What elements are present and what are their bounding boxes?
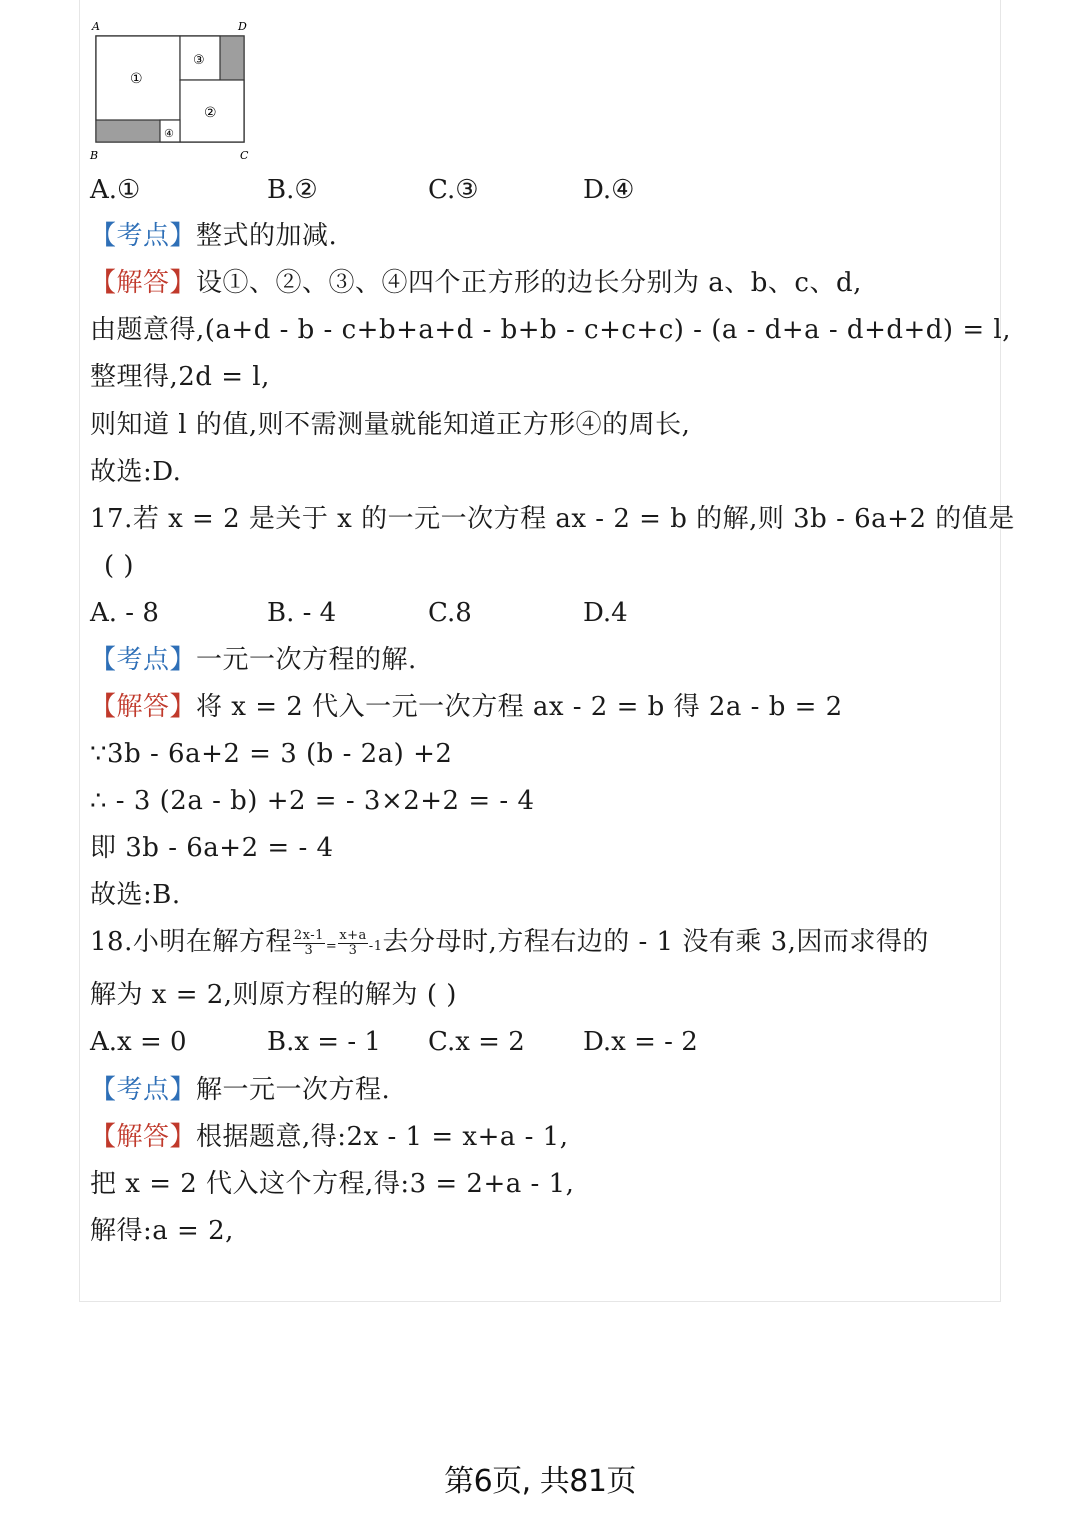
q16-option-c: C.③: [428, 175, 479, 205]
jieda-tag: 【解答】: [90, 268, 197, 298]
q17-kaodian: 【考点】一元一次方程的解.: [90, 645, 417, 675]
fraction-1: $\frac{2x-1}{3}$: [293, 927, 324, 958]
q16-option-a: A.①: [90, 175, 141, 205]
label-a: A: [92, 20, 100, 33]
q18-jieda: 【解答】根据题意,得:2x - 1 = x+a - 1,: [90, 1122, 569, 1152]
q17-option-d: D.4: [583, 598, 628, 628]
label-sq4: ④: [164, 127, 174, 140]
kaodian-tag: 【考点】: [90, 221, 197, 251]
q18-line-2: 把 x = 2 代入这个方程,得:3 = 2+a - 1,: [90, 1169, 575, 1199]
q16-option-b: B.②: [267, 175, 318, 205]
label-c: C: [240, 149, 249, 162]
q16-line-3: 整理得,2d = l,: [90, 362, 270, 392]
q17-line-5: 故选:B.: [90, 880, 181, 910]
q18-option-d: D.x = - 2: [583, 1027, 698, 1057]
q17-jieda: 【解答】将 x = 2 代入一元一次方程 ax - 2 = b 得 2a - b = 2: [90, 692, 843, 722]
q17-option-a: A. - 8: [90, 598, 159, 628]
q17-line-4: 即 3b - 6a+2 = - 4: [90, 833, 334, 863]
shaded-region-bottom: [96, 120, 160, 142]
q17-stem: 17.若 x = 2 是关于 x 的一元一次方程 ax - 2 = b 的解,则 3b - 6a+2 的值是: [90, 504, 1015, 534]
q18-option-c: C.x = 2: [428, 1027, 525, 1057]
q16-option-d: D.④: [583, 175, 635, 205]
squares-figure: [88, 14, 258, 164]
q17-line-2: ∵3b - 6a+2 = 3 (b - 2a) +2: [90, 739, 453, 769]
q16-kaodian: 【考点】整式的加减.: [90, 221, 338, 251]
q18-option-b: B.x = - 1: [267, 1027, 381, 1057]
q16-line-4: 则知道 l 的值,则不需测量就能知道正方形④的周长,: [90, 410, 691, 440]
q18-stem-line-2: 解为 x = 2,则原方程的解为 ( ): [90, 980, 457, 1010]
q18-option-a: A.x = 0: [90, 1027, 187, 1057]
q16-line-2: 由题意得,(a+d - b - c+b+a+d - b+b - c+c+c) - (a - d+a - d+d+d) = l,: [90, 315, 1011, 345]
q17-option-c: C.8: [428, 598, 472, 628]
label-d: D: [238, 20, 247, 33]
q16-line-5: 故选:D.: [90, 457, 182, 487]
label-sq2: ②: [204, 105, 217, 121]
q18-kaodian: 【考点】解一元一次方程.: [90, 1075, 391, 1105]
q18-line-3: 解得:a = 2,: [90, 1216, 234, 1246]
label-sq1: ①: [130, 71, 143, 87]
q18-stem: 18.小明在解方程 $\frac{2x-1}{3}$ = $\frac{x+a}{3}$ -1去分母时,方程右边的 - 1 没有乘 3,因而求得的: [90, 927, 929, 958]
label-sq3: ③: [193, 53, 205, 68]
label-b: B: [90, 149, 99, 162]
fraction-2: $\frac{x+a}{3}$: [339, 927, 367, 958]
q17-paren: ( ): [104, 551, 135, 581]
shaded-region-top: [220, 36, 244, 80]
page-footer: 第6页, 共81页: [444, 1464, 636, 1499]
q16-jieda: 【解答】设①、②、③、④四个正方形的边长分别为 a、b、c、d,: [90, 268, 862, 298]
q17-line-3: ∴ - 3 (2a - b) +2 = - 3×2+2 = - 4: [90, 786, 535, 816]
q17-option-b: B. - 4: [267, 598, 337, 628]
